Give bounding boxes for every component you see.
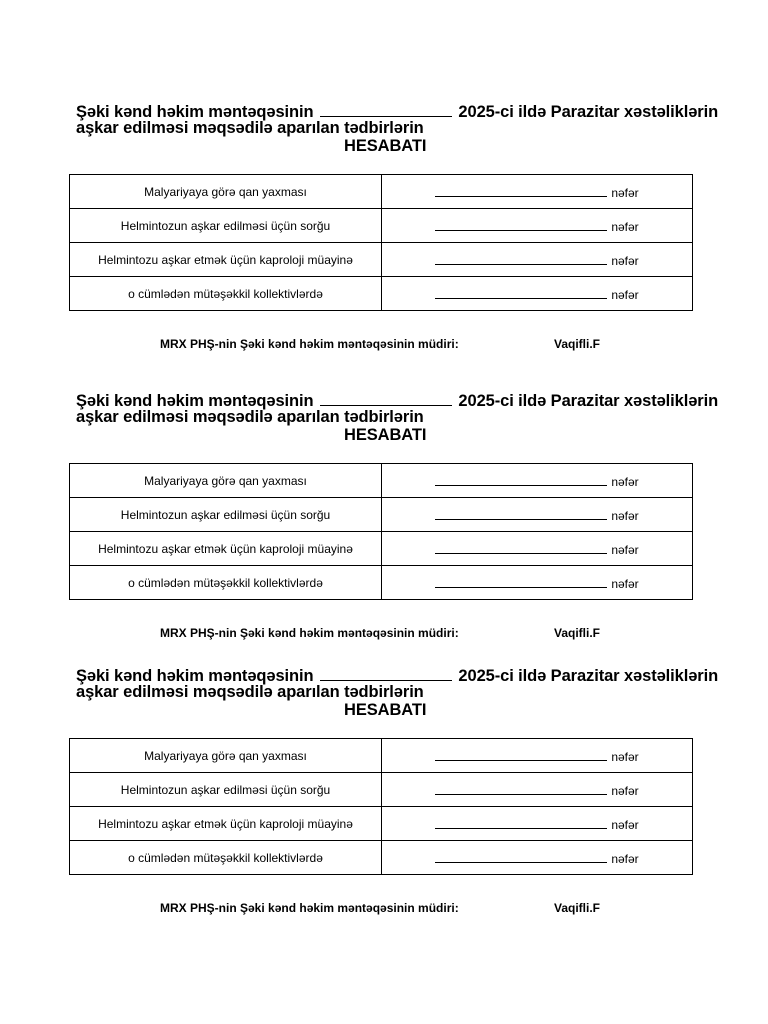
signer-name: Vaqifli.F: [554, 337, 601, 351]
row-label: Helmintozu aşkar etmək üçün kaproloji müayinə: [70, 532, 382, 566]
table-row: [70, 209, 693, 243]
row-value-cell: [382, 464, 693, 498]
title-line3: HESABATI: [344, 426, 427, 444]
signer-name: Vaqifli.F: [554, 626, 601, 640]
row-unit: nəfər: [611, 817, 639, 832]
table-row: [70, 243, 693, 277]
row-unit: nəfər: [611, 783, 639, 798]
fill-blank-line: [435, 218, 607, 231]
fill-blank-line: [435, 575, 607, 588]
row-value-cell: [382, 175, 693, 209]
table-row: [70, 739, 693, 773]
title-part1: Şəki kənd həkim məntəqəsinin: [76, 392, 314, 410]
fill-blank-line: [435, 507, 607, 520]
row-unit: nəfər: [611, 253, 639, 268]
title-part2: 2025-ci ildə Parazitar xəstəliklərin: [458, 103, 719, 121]
row-unit: nəfər: [611, 851, 639, 866]
row-value-cell: [382, 566, 693, 600]
row-value-cell: [382, 209, 693, 243]
table-row: [70, 175, 693, 209]
report-table: [69, 738, 693, 875]
row-unit: nəfər: [611, 508, 639, 523]
fill-blank-line: [435, 252, 607, 265]
row-label: Helmintozun aşkar edilməsi üçün sorğu: [70, 773, 382, 807]
row-label: Helmintozun aşkar edilməsi üçün sorğu: [70, 498, 382, 532]
table-row: [70, 807, 693, 841]
table-row: [70, 532, 693, 566]
title-part2: 2025-ci ildə Parazitar xəstəliklərin: [458, 392, 719, 410]
title-line2: aşkar edilməsi məqsədilə aparılan tədbirlərin: [76, 683, 424, 701]
report-title: [76, 103, 719, 155]
title-blank-line: [320, 104, 452, 117]
row-label: Helmintozu aşkar etmək üçün kaproloji müayinə: [70, 807, 382, 841]
row-label: Helmintozun aşkar edilməsi üçün sorğu: [70, 209, 382, 243]
title-part1: Şəki kənd həkim məntəqəsinin: [76, 667, 314, 685]
signer-name: Vaqifli.F: [554, 901, 601, 915]
report-title: [76, 667, 719, 719]
table-row: [70, 277, 693, 311]
row-unit: nəfər: [611, 219, 639, 234]
title-blank-line: [320, 668, 452, 681]
title-part2: 2025-ci ildə Parazitar xəstəliklərin: [458, 667, 719, 685]
row-label: Malyariyaya görə qan yaxması: [70, 464, 382, 498]
row-label: o cümlədən mütəşəkkil kollektivlərdə: [70, 566, 382, 600]
row-unit: nəfər: [611, 287, 639, 302]
signature-label: MRX PHŞ-nin Şəki kənd həkim məntəqəsinin müdiri:: [160, 337, 459, 351]
title-part1: Şəki kənd həkim məntəqəsinin: [76, 103, 314, 121]
row-value-cell: [382, 807, 693, 841]
table-row: [70, 841, 693, 875]
row-label: Malyariyaya görə qan yaxması: [70, 175, 382, 209]
fill-blank-line: [435, 782, 607, 795]
row-unit: nəfər: [611, 542, 639, 557]
row-value-cell: [382, 243, 693, 277]
signature-label: MRX PHŞ-nin Şəki kənd həkim məntəqəsinin müdiri:: [160, 901, 459, 915]
fill-blank-line: [435, 286, 607, 299]
table-row: [70, 566, 693, 600]
row-label: Malyariyaya görə qan yaxması: [70, 739, 382, 773]
fill-blank-line: [435, 184, 607, 197]
row-unit: nəfər: [611, 749, 639, 764]
table-row: [70, 498, 693, 532]
title-blank-line: [320, 393, 452, 406]
row-label: Helmintozu aşkar etmək üçün kaproloji müayinə: [70, 243, 382, 277]
row-value-cell: [382, 532, 693, 566]
table-row: [70, 464, 693, 498]
row-label: o cümlədən mütəşəkkil kollektivlərdə: [70, 841, 382, 875]
report-table: [69, 463, 693, 600]
fill-blank-line: [435, 850, 607, 863]
row-value-cell: [382, 498, 693, 532]
title-line3: HESABATI: [344, 137, 427, 155]
row-value-cell: [382, 739, 693, 773]
title-line3: HESABATI: [344, 701, 427, 719]
signature-label: MRX PHŞ-nin Şəki kənd həkim məntəqəsinin müdiri:: [160, 626, 459, 640]
row-value-cell: [382, 841, 693, 875]
table-row: [70, 773, 693, 807]
report-table: [69, 174, 693, 311]
row-label: o cümlədən mütəşəkkil kollektivlərdə: [70, 277, 382, 311]
fill-blank-line: [435, 473, 607, 486]
title-line2: aşkar edilməsi məqsədilə aparılan tədbirlərin: [76, 119, 424, 137]
fill-blank-line: [435, 748, 607, 761]
report-title: [76, 392, 719, 444]
row-unit: nəfər: [611, 185, 639, 200]
fill-blank-line: [435, 816, 607, 829]
row-unit: nəfər: [611, 474, 639, 489]
title-line2: aşkar edilməsi məqsədilə aparılan tədbirlərin: [76, 408, 424, 426]
fill-blank-line: [435, 541, 607, 554]
row-value-cell: [382, 277, 693, 311]
row-value-cell: [382, 773, 693, 807]
row-unit: nəfər: [611, 576, 639, 591]
